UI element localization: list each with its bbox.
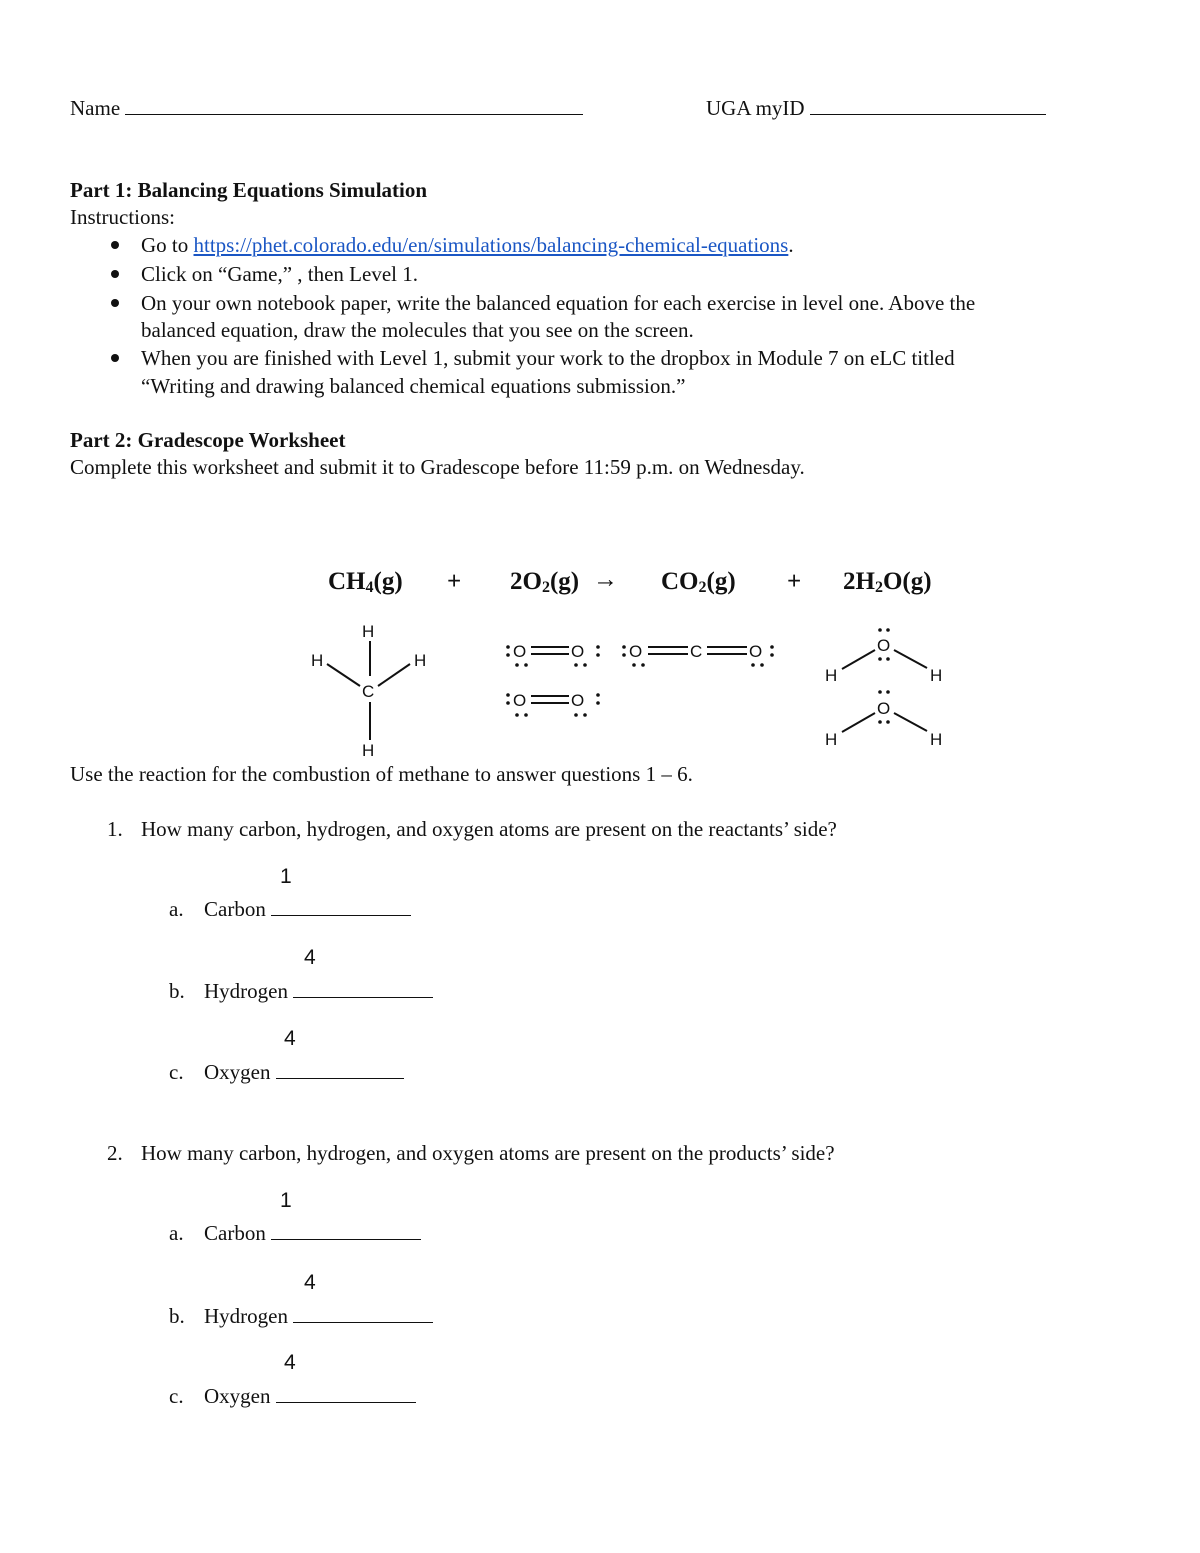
svg-text:H: H — [930, 666, 943, 685]
eq-carbon-dioxide: $CO_2(g)$ — [661, 568, 736, 596]
svg-text:O: O — [749, 642, 763, 661]
svg-text:H: H — [825, 730, 838, 749]
eq-plus-1: + — [447, 568, 462, 595]
q1-hydrogen-field[interactable] — [293, 996, 433, 998]
part1-title: Part 1: Balancing Equations Simulation — [70, 178, 428, 202]
eq-oxygen: $2O_2(g)$ — [510, 568, 580, 596]
q1-oxygen-answer[interactable]: 4 — [284, 1027, 296, 1050]
q1-oxygen-row: c. Oxygen — [169, 1060, 404, 1085]
water-molecule-2 — [825, 690, 942, 749]
svg-text:O: O — [513, 642, 527, 661]
bullet-4-line2: “Writing and drawing balanced chemical equations submission.” — [141, 374, 686, 398]
water-molecule-1 — [825, 628, 942, 685]
q2-carbon-row: a. Carbon — [169, 1221, 421, 1246]
question-2-number: 2. — [107, 1141, 123, 1165]
q2-carbon-answer[interactable]: 1 — [280, 1189, 292, 1212]
question-1-text: How many carbon, hydrogen, and oxygen atoms are present on the reactants’ side? — [141, 817, 837, 841]
bullet-3-line2: balanced equation, draw the molecules that you see on the screen. — [141, 318, 694, 342]
q2-hydrogen-field[interactable] — [293, 1321, 433, 1323]
svg-text:O: O — [513, 691, 527, 710]
question-2-text: How many carbon, hydrogen, and oxygen atoms are present on the products’ side? — [141, 1141, 835, 1165]
svg-text:O: O — [571, 691, 585, 710]
bullet-4-line1: When you are finished with Level 1, submit your work to the dropbox in Module 7 on eLC titled — [141, 346, 955, 370]
svg-text:O: O — [571, 642, 585, 661]
q2-hydrogen-answer[interactable]: 4 — [304, 1271, 316, 1294]
carbon-dioxide-structure — [622, 642, 774, 667]
oxygen-molecule-2 — [506, 691, 600, 717]
svg-text:O: O — [877, 699, 891, 718]
part2-title: Part 2: Gradescope Worksheet — [70, 428, 346, 452]
name-label: Name — [70, 96, 121, 120]
svg-text:H: H — [414, 651, 427, 670]
svg-text:C: C — [362, 682, 375, 701]
instructions-label: Instructions: — [70, 205, 175, 229]
question-1-number: 1. — [107, 817, 123, 841]
myid-label: UGA myID — [706, 96, 805, 120]
q2-hydrogen-row: b. Hydrogen — [169, 1304, 433, 1329]
svg-text:H: H — [930, 730, 943, 749]
bullet-2: Click on “Game,” , then Level 1. — [141, 262, 418, 286]
phet-link[interactable]: https://phet.colorado.edu/en/simulations/balancing-chemical-equations — [193, 233, 789, 257]
q1-carbon-row: a. Carbon — [169, 897, 411, 922]
q1-carbon-answer[interactable]: 1 — [280, 865, 292, 888]
q1-hydrogen-answer[interactable]: 4 — [304, 946, 316, 969]
bullet-1: Go to https://phet.colorado.edu/en/simulations/balancing-chemical-equations. — [141, 233, 794, 257]
eq-water: $2H_2O(g)$ — [843, 568, 932, 596]
svg-text:O: O — [877, 636, 891, 655]
methane-structure — [311, 622, 426, 760]
part2-description: Complete this worksheet and submit it to Gradescope before 11:59 p.m. on Wednesday. — [70, 455, 805, 479]
eq-plus-2: + — [787, 568, 802, 595]
reaction-note: Use the reaction for the combustion of methane to answer questions 1 – 6. — [70, 762, 693, 786]
eq-arrow: → — [593, 566, 618, 593]
svg-text:H: H — [825, 666, 838, 685]
svg-text:H: H — [362, 622, 375, 641]
eq-methane: $CH_4(g)$ — [328, 568, 403, 596]
svg-text:H: H — [311, 651, 324, 670]
q1-carbon-field[interactable] — [271, 914, 411, 916]
q2-oxygen-field[interactable] — [276, 1401, 416, 1403]
bullet-3-line1: On your own notebook paper, write the balanced equation for each exercise in level one. Above the — [141, 291, 976, 315]
q1-oxygen-field[interactable] — [276, 1077, 404, 1079]
oxygen-molecule-1 — [506, 642, 600, 667]
q1-hydrogen-row: b. Hydrogen — [169, 979, 433, 1004]
svg-text:C: C — [690, 642, 703, 661]
svg-text:O: O — [629, 642, 643, 661]
lewis-structures — [0, 0, 1200, 770]
q2-oxygen-answer[interactable]: 4 — [284, 1351, 296, 1374]
q2-oxygen-row: c. Oxygen — [169, 1384, 416, 1409]
q2-carbon-field[interactable] — [271, 1238, 421, 1240]
svg-text:H: H — [362, 741, 375, 760]
